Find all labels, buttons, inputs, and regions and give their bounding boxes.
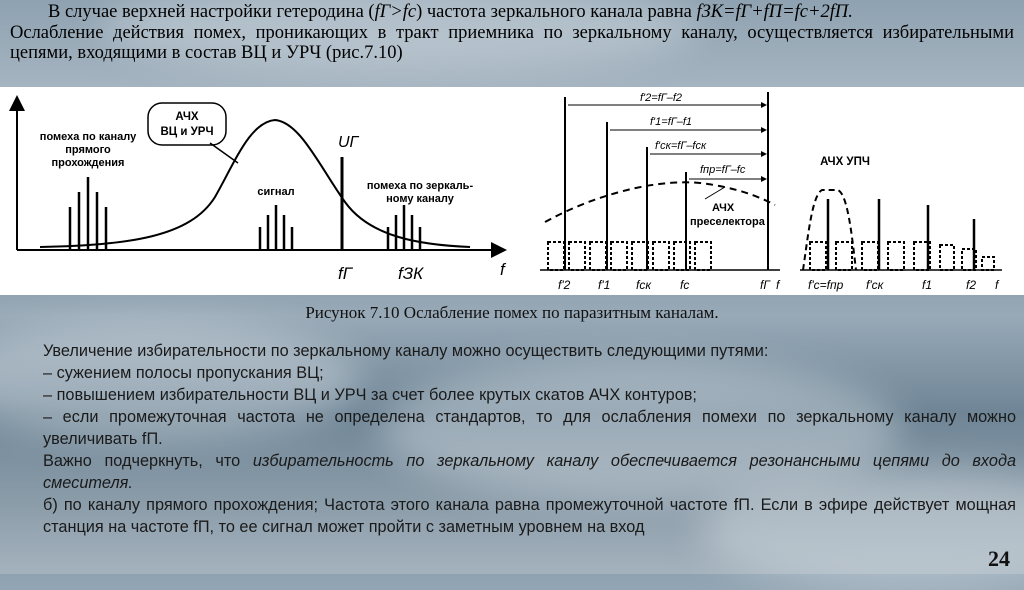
header-paragraph-1: В случае верхней настройки гетеродина (fГ>fс) частота зеркального канала равна fЗК=fГ+fП=fс+2fП. [48, 2, 853, 22]
fzk-label: fЗК [398, 264, 424, 283]
dim-label-4: fпр=fГ–fс [700, 164, 746, 176]
page-number: 24 [988, 546, 1010, 571]
ug-label: UГ [338, 134, 359, 151]
figure-7-10 [0, 87, 1024, 295]
body-item-1: – сужением полосы пропускания ВЦ; [43, 364, 324, 382]
header-text [10, 2, 1014, 64]
right-axis-label: f [995, 278, 999, 292]
achx-presel-1: АЧХ [712, 202, 735, 214]
figure-svg [0, 87, 1024, 295]
direct-label-3: прохождения [51, 157, 125, 169]
mid-axis-label: fс [680, 278, 690, 292]
signal-label: сигнал [257, 186, 295, 198]
callout-line2: ВЦ и УРЧ [160, 126, 214, 138]
dim-label-1: f'2=fГ–f2 [640, 92, 683, 104]
header-paragraph-2: Ослабление действия помех, проникающих в тракт приемника по зеркальному каналу, осуществляется избирательными цепями, входящими в состав ВЦ и УРЧ (рис.7.10) [10, 22, 1014, 63]
mid-axis-label: f [776, 278, 780, 292]
middle-panel [540, 92, 781, 292]
callout-bubble [148, 103, 226, 145]
right-axis-label: f'с=fпр [808, 278, 844, 292]
mirror-label-2: ному каналу [386, 193, 454, 205]
body-intro: Увеличение избирательности по зеркальному каналу можно осуществить следующими путями: [43, 342, 769, 360]
mid-axis-label: fГ [760, 278, 770, 292]
dim-label-2: f'1=fГ–f1 [650, 116, 693, 128]
right-axis-label: f2 [966, 278, 977, 292]
body-last: б) по каналу прямого прохождения; Частота этого канала равна промежуточной частоте fП. Если в эфире действует мощная станция на частоте fП, то ее сигнал может пройти с заметным уровнем на вход [43, 496, 1016, 536]
direct-label-2: прямого [65, 144, 111, 156]
body-text [8, 340, 1016, 538]
mid-axis-label: fск [636, 278, 651, 292]
direct-label-1: помеха по каналу [39, 131, 137, 143]
fg-label: fГ [338, 264, 352, 283]
body-note: Важно подчеркнуть, что избирательность по зеркальному каналу обеспечивается резонансными цепями до входа смесителя. [43, 452, 1016, 492]
right-panel [800, 156, 1002, 292]
f-axis-label: f [500, 260, 505, 279]
callout-line1: АЧХ [175, 111, 199, 123]
body-item-2: – повышением избирательности ВЦ и УРЧ за счет более крутых скатов АЧХ контуров; [43, 386, 697, 404]
ipch-title: АЧХ УПЧ [820, 156, 870, 168]
mirror-label-1: помеха по зеркаль- [366, 180, 474, 192]
right-axis-label: f'ск [866, 278, 884, 292]
achx-presel-2: преселектора [690, 216, 765, 228]
dim-label-3: f'ск=fГ–fск [655, 140, 707, 152]
right-axis-label: f1 [922, 278, 933, 292]
figure-caption: Рисунок 7.10 Ослабление помех по паразитным каналам. [305, 303, 719, 322]
body-item-3: – если промежуточная частота не определена стандартов, то для ослабления помехи по зеркальному каналу можно увеличивать fП. [43, 408, 1016, 448]
mid-axis-label: f'1 [598, 278, 611, 292]
left-panel [17, 97, 507, 283]
mid-axis-label: f'2 [558, 278, 571, 292]
